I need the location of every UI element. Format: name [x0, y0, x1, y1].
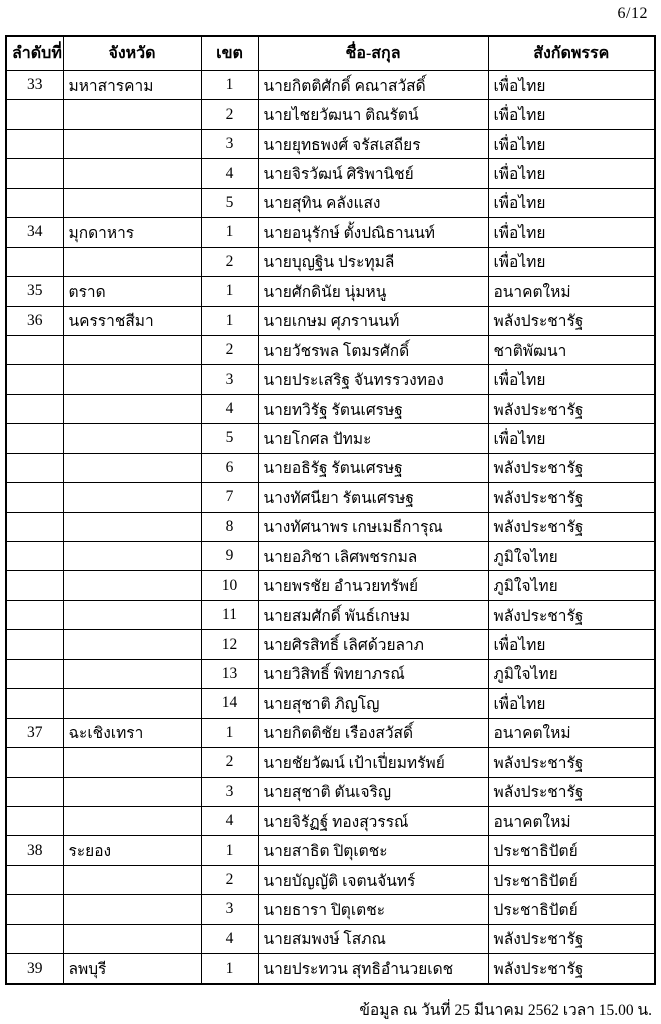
table-row — [6, 806, 655, 835]
cell-no — [6, 865, 63, 894]
cell-name: นายจิรวัฒน์ ศิริพานิชย์ — [258, 159, 488, 188]
cell-district: 8 — [201, 512, 258, 541]
cell-party: เพื่อไทย — [488, 129, 655, 158]
table-row — [6, 659, 655, 688]
cell-district: 7 — [201, 483, 258, 512]
cell-no — [6, 453, 63, 482]
cell-province — [63, 453, 201, 482]
cell-name: นายธารา ปิตุเตชะ — [258, 895, 488, 924]
table-row — [6, 600, 655, 629]
table-row — [6, 895, 655, 924]
cell-district: 4 — [201, 924, 258, 953]
table-row — [6, 571, 655, 600]
cell-party: พลังประชารัฐ — [488, 600, 655, 629]
cell-name: นายศักดินัย นุ่มหนู — [258, 277, 488, 306]
cell-district: 6 — [201, 453, 258, 482]
cell-no: 33 — [6, 71, 63, 100]
table-row — [6, 836, 655, 865]
cell-name: นายศิรสิทธิ์ เลิศด้วยลาภ — [258, 630, 488, 659]
cell-province — [63, 895, 201, 924]
table-row — [6, 512, 655, 541]
cell-name: นายประเสริฐ จันทรรวงทอง — [258, 365, 488, 394]
cell-name: นายอธิรัฐ รัตนเศรษฐ — [258, 453, 488, 482]
table-row — [6, 453, 655, 482]
cell-province: ตราด — [63, 277, 201, 306]
cell-no — [6, 394, 63, 423]
cell-district: 13 — [201, 659, 258, 688]
column-header-district: เขต — [201, 36, 258, 71]
cell-province — [63, 129, 201, 158]
cell-name: นายสมพงษ์ โสภณ — [258, 924, 488, 953]
cell-district: 14 — [201, 689, 258, 718]
cell-district: 2 — [201, 865, 258, 894]
cell-name: นายสาธิต ปิตุเตชะ — [258, 836, 488, 865]
cell-no — [6, 571, 63, 600]
table-row — [6, 277, 655, 306]
table-row — [6, 777, 655, 806]
table-row — [6, 71, 655, 100]
cell-district: 3 — [201, 777, 258, 806]
cell-province — [63, 924, 201, 953]
cell-party: ประชาธิปัตย์ — [488, 836, 655, 865]
cell-province: มุกดาหาร — [63, 218, 201, 247]
table-row — [6, 247, 655, 276]
cell-name: นายอภิชา เลิศพชรกมล — [258, 542, 488, 571]
cell-province — [63, 689, 201, 718]
cell-province — [63, 424, 201, 453]
cell-province: นครราชสีมา — [63, 306, 201, 335]
cell-province: ระยอง — [63, 836, 201, 865]
table-row — [6, 159, 655, 188]
cell-province — [63, 865, 201, 894]
cell-party: ชาติพัฒนา — [488, 335, 655, 364]
cell-no: 38 — [6, 836, 63, 865]
cell-party: เพื่อไทย — [488, 630, 655, 659]
table-row — [6, 100, 655, 129]
cell-district: 1 — [201, 218, 258, 247]
cell-party: พลังประชารัฐ — [488, 748, 655, 777]
column-header-name: ชื่อ-สกุล — [258, 36, 488, 71]
cell-name: นายยุทธพงศ์ จรัสเสถียร — [258, 129, 488, 158]
cell-district: 1 — [201, 71, 258, 100]
cell-party: พลังประชารัฐ — [488, 394, 655, 423]
cell-name: นายกิตติชัย เรืองสวัสดิ์ — [258, 718, 488, 747]
cell-district: 4 — [201, 394, 258, 423]
cell-no — [6, 247, 63, 276]
cell-province — [63, 188, 201, 217]
cell-district: 12 — [201, 630, 258, 659]
cell-no — [6, 365, 63, 394]
cell-name: นายสุชาติ ตันเจริญ — [258, 777, 488, 806]
cell-name: นายโกศล ปัทมะ — [258, 424, 488, 453]
cell-no — [6, 630, 63, 659]
cell-province — [63, 659, 201, 688]
cell-district: 2 — [201, 247, 258, 276]
cell-party: เพื่อไทย — [488, 159, 655, 188]
cell-no — [6, 188, 63, 217]
cell-district: 1 — [201, 718, 258, 747]
cell-province — [63, 512, 201, 541]
cell-district: 10 — [201, 571, 258, 600]
cell-province — [63, 806, 201, 835]
table-header — [6, 36, 655, 71]
cell-district: 2 — [201, 335, 258, 364]
table-row — [6, 924, 655, 953]
cell-name: นายวัชรพล โตมรศักดิ์ — [258, 335, 488, 364]
cell-district: 5 — [201, 424, 258, 453]
cell-name: นายกิตติศักดิ์ คณาสวัสดิ์ — [258, 71, 488, 100]
cell-no — [6, 512, 63, 541]
table-row — [6, 394, 655, 423]
cell-district: 3 — [201, 895, 258, 924]
cell-party: ประชาธิปัตย์ — [488, 865, 655, 894]
cell-district: 3 — [201, 365, 258, 394]
column-header-party: สังกัดพรรค — [488, 36, 655, 71]
table-row — [6, 129, 655, 158]
cell-province: ฉะเชิงเทรา — [63, 718, 201, 747]
table-row — [6, 218, 655, 247]
cell-name: นายบัญญัติ เจตนจันทร์ — [258, 865, 488, 894]
cell-party: เพื่อไทย — [488, 188, 655, 217]
cell-no — [6, 129, 63, 158]
cell-party: เพื่อไทย — [488, 71, 655, 100]
cell-party: อนาคตใหม่ — [488, 718, 655, 747]
cell-no — [6, 748, 63, 777]
cell-name: นายจิรัฏฐ์ ทองสุวรรณ์ — [258, 806, 488, 835]
table-row — [6, 483, 655, 512]
cell-province — [63, 365, 201, 394]
cell-no — [6, 777, 63, 806]
cell-district: 1 — [201, 306, 258, 335]
results-table-body — [6, 71, 655, 985]
cell-no: 34 — [6, 218, 63, 247]
candidates-table — [5, 35, 656, 985]
cell-no — [6, 689, 63, 718]
cell-province: มหาสารคาม — [63, 71, 201, 100]
table-row — [6, 335, 655, 364]
cell-no — [6, 483, 63, 512]
cell-no — [6, 542, 63, 571]
cell-name: นายประทวน สุทธิอำนวยเดช — [258, 954, 488, 984]
table-row — [6, 188, 655, 217]
data-timestamp-note: ข้อมูล ณ วันที่ 25 มีนาคม 2562 เวลา 15.00 น. — [359, 1002, 652, 1019]
cell-district: 3 — [201, 129, 258, 158]
cell-no — [6, 335, 63, 364]
cell-party: อนาคตใหม่ — [488, 806, 655, 835]
table-row — [6, 365, 655, 394]
cell-no: 39 — [6, 954, 63, 984]
cell-no — [6, 924, 63, 953]
cell-district: 1 — [201, 836, 258, 865]
table-row — [6, 306, 655, 335]
cell-party: เพื่อไทย — [488, 247, 655, 276]
cell-party: พลังประชารัฐ — [488, 924, 655, 953]
table-row — [6, 718, 655, 747]
cell-no — [6, 659, 63, 688]
cell-party: พลังประชารัฐ — [488, 453, 655, 482]
cell-province — [63, 571, 201, 600]
cell-party: อนาคตใหม่ — [488, 277, 655, 306]
cell-district: 1 — [201, 954, 258, 984]
cell-name: นายเกษม ศุภรานนท์ — [258, 306, 488, 335]
cell-district: 1 — [201, 277, 258, 306]
cell-party: ประชาธิปัตย์ — [488, 895, 655, 924]
cell-party: ภูมิใจไทย — [488, 659, 655, 688]
cell-party: พลังประชารัฐ — [488, 483, 655, 512]
cell-province — [63, 630, 201, 659]
cell-district: 2 — [201, 748, 258, 777]
page-number: 6/12 — [617, 5, 648, 22]
cell-no: 37 — [6, 718, 63, 747]
table-row — [6, 542, 655, 571]
cell-name: นายไชยวัฒนา ติณรัตน์ — [258, 100, 488, 129]
cell-province — [63, 748, 201, 777]
cell-district: 11 — [201, 600, 258, 629]
cell-name: นายสมศักดิ์ พันธ์เกษม — [258, 600, 488, 629]
cell-no — [6, 424, 63, 453]
cell-province: ลพบุรี — [63, 954, 201, 984]
cell-party: เพื่อไทย — [488, 365, 655, 394]
cell-name: นายชัยวัฒน์ เป้าเปี่ยมทรัพย์ — [258, 748, 488, 777]
cell-province — [63, 777, 201, 806]
cell-no — [6, 806, 63, 835]
cell-name: นายสุทิน คลังแสง — [258, 188, 488, 217]
cell-party: ภูมิใจไทย — [488, 542, 655, 571]
cell-name: นายพรชัย อำนวยทรัพย์ — [258, 571, 488, 600]
table-row — [6, 630, 655, 659]
cell-party: เพื่อไทย — [488, 424, 655, 453]
cell-no: 35 — [6, 277, 63, 306]
cell-party: ภูมิใจไทย — [488, 571, 655, 600]
cell-district: 5 — [201, 188, 258, 217]
cell-party: พลังประชารัฐ — [488, 512, 655, 541]
column-header-no: ลำดับที่ — [6, 36, 63, 71]
cell-no — [6, 159, 63, 188]
cell-province — [63, 159, 201, 188]
table-row — [6, 954, 655, 984]
cell-no — [6, 600, 63, 629]
table-row — [6, 689, 655, 718]
cell-district: 4 — [201, 159, 258, 188]
cell-party: พลังประชารัฐ — [488, 306, 655, 335]
cell-no: 36 — [6, 306, 63, 335]
cell-party: เพื่อไทย — [488, 218, 655, 247]
cell-district: 9 — [201, 542, 258, 571]
cell-province — [63, 100, 201, 129]
table-row — [6, 748, 655, 777]
cell-party: พลังประชารัฐ — [488, 954, 655, 984]
header-row — [6, 36, 655, 71]
cell-party: เพื่อไทย — [488, 689, 655, 718]
cell-district: 2 — [201, 100, 258, 129]
cell-district: 4 — [201, 806, 258, 835]
cell-name: นายทวิรัฐ รัตนเศรษฐ — [258, 394, 488, 423]
cell-party: พลังประชารัฐ — [488, 777, 655, 806]
cell-province — [63, 394, 201, 423]
cell-province — [63, 600, 201, 629]
table-row — [6, 865, 655, 894]
cell-province — [63, 542, 201, 571]
cell-party: เพื่อไทย — [488, 100, 655, 129]
cell-no — [6, 100, 63, 129]
table-row — [6, 424, 655, 453]
cell-name: นายวิสิทธิ์ พิทยาภรณ์ — [258, 659, 488, 688]
cell-name: นางทัศนาพร เกษเมธีการุณ — [258, 512, 488, 541]
cell-province — [63, 483, 201, 512]
cell-name: นางทัศนียา รัตนเศรษฐ — [258, 483, 488, 512]
cell-name: นายบุญฐิน ประทุมลี — [258, 247, 488, 276]
cell-province — [63, 335, 201, 364]
cell-no — [6, 895, 63, 924]
cell-province — [63, 247, 201, 276]
cell-name: นายอนุรักษ์ ตั้งปณิธานนท์ — [258, 218, 488, 247]
column-header-province: จังหวัด — [63, 36, 201, 71]
cell-name: นายสุชาติ ภิญโญ — [258, 689, 488, 718]
